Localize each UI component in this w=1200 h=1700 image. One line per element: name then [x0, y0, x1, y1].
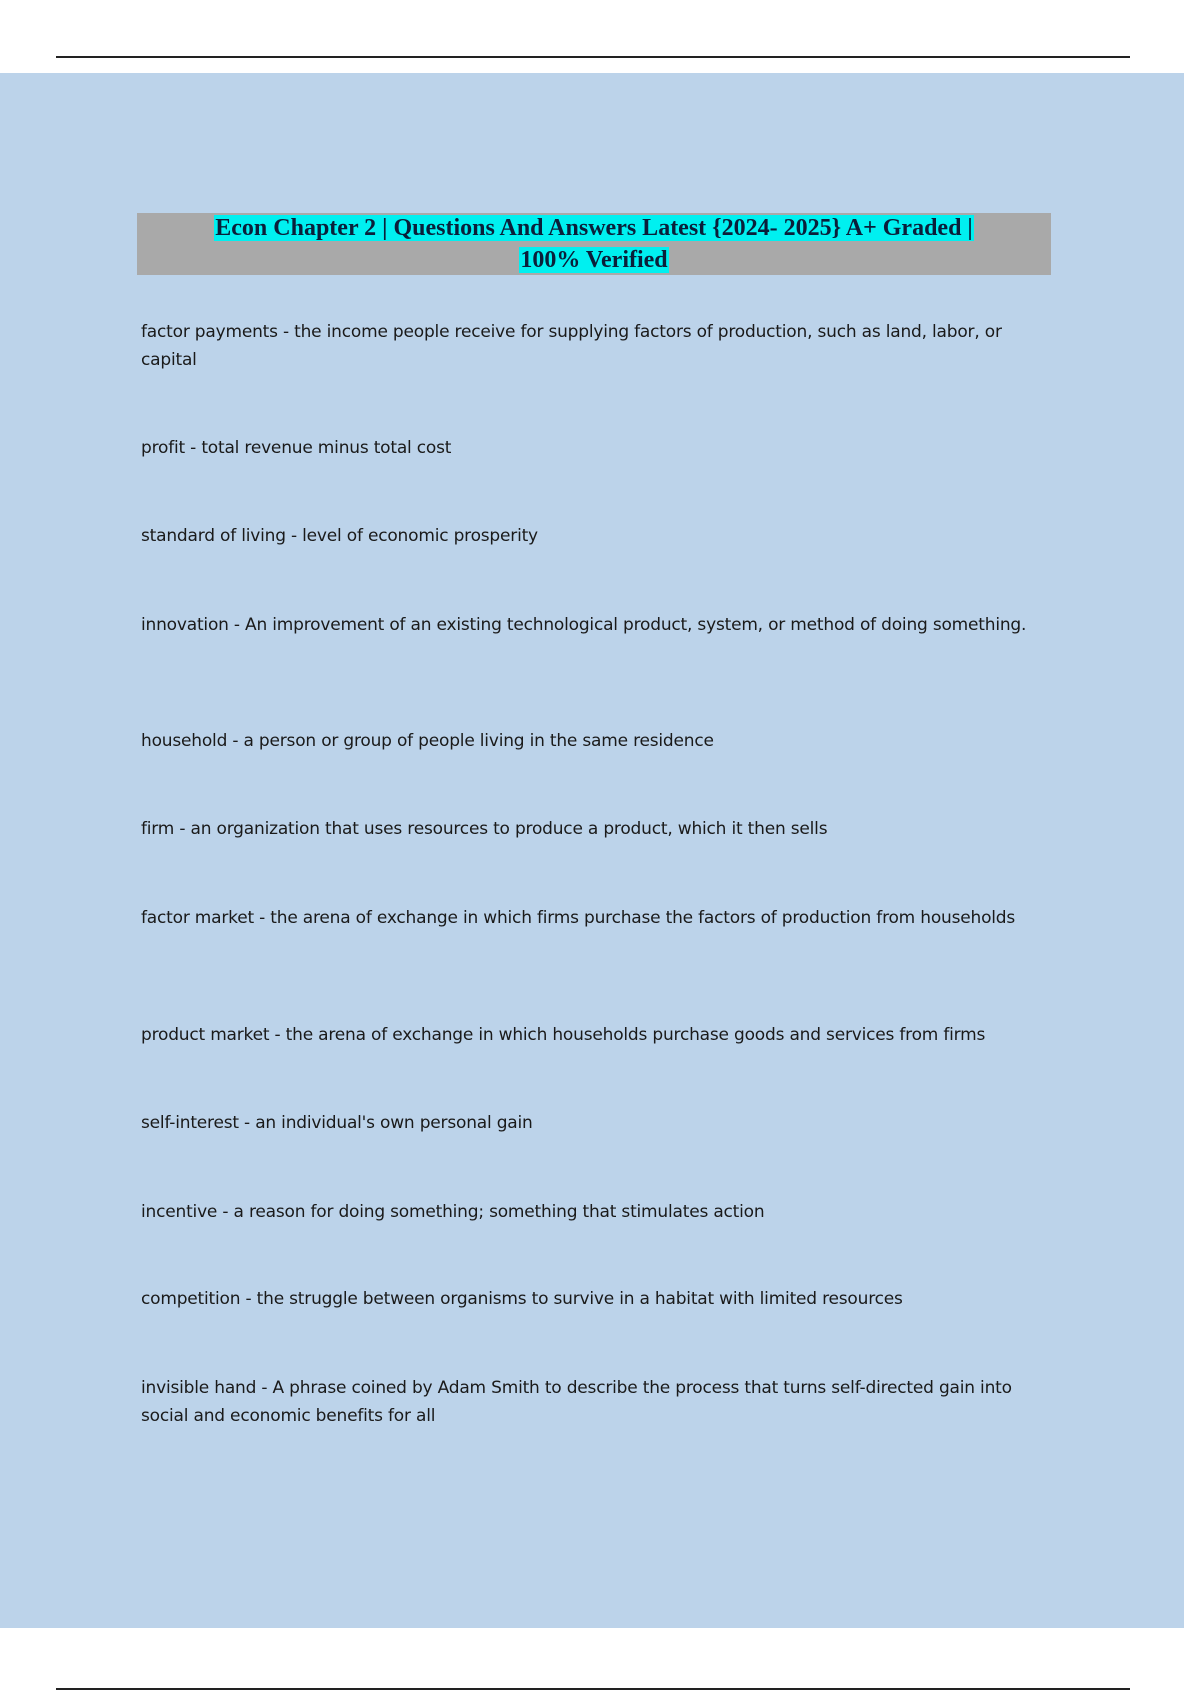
- title-line-1: Econ Chapter 2 | Questions And Answers Latest {2024- 2025} A+ Graded |: [215, 215, 973, 241]
- term-item-household: household - a person or group of people living in the same residence: [141, 731, 714, 751]
- term-item-self-interest: self-interest - an individual's own personal gain: [141, 1113, 533, 1133]
- term-item-product-market: product market - the arena of exchange in which households purchase goods and services from firms: [141, 1025, 986, 1045]
- header-rule: [56, 56, 1130, 58]
- term-item-invisible-hand: invisible hand - A phrase coined by Adam Smith to describe the process that turns self-directed gain into social and economic benefits for all: [141, 1378, 1012, 1426]
- term-item-factor-payments: factor payments - the income people receive for supplying factors of production, such as land, labor, or capital: [141, 322, 1002, 370]
- term-item-incentive: incentive - a reason for doing something; something that stimulates action: [141, 1202, 765, 1222]
- page-title: [154, 212, 1034, 276]
- title-bar: [137, 213, 1051, 275]
- term-item-firm: firm - an organization that uses resources to produce a product, which it then sells: [141, 819, 828, 839]
- title-line-2: 100% Verified: [520, 247, 668, 273]
- term-item-innovation: innovation - An improvement of an existing technological product, system, or method of doing something.: [141, 615, 1027, 635]
- footer-rule: [56, 1688, 1130, 1690]
- term-item-factor-market: factor market - the arena of exchange in which firms purchase the factors of production from households: [141, 908, 1016, 928]
- term-item-standard-of-living: standard of living - level of economic prosperity: [141, 526, 538, 546]
- term-item-competition: competition - the struggle between organisms to survive in a habitat with limited resources: [141, 1289, 903, 1309]
- term-item-profit: profit - total revenue minus total cost: [141, 438, 452, 458]
